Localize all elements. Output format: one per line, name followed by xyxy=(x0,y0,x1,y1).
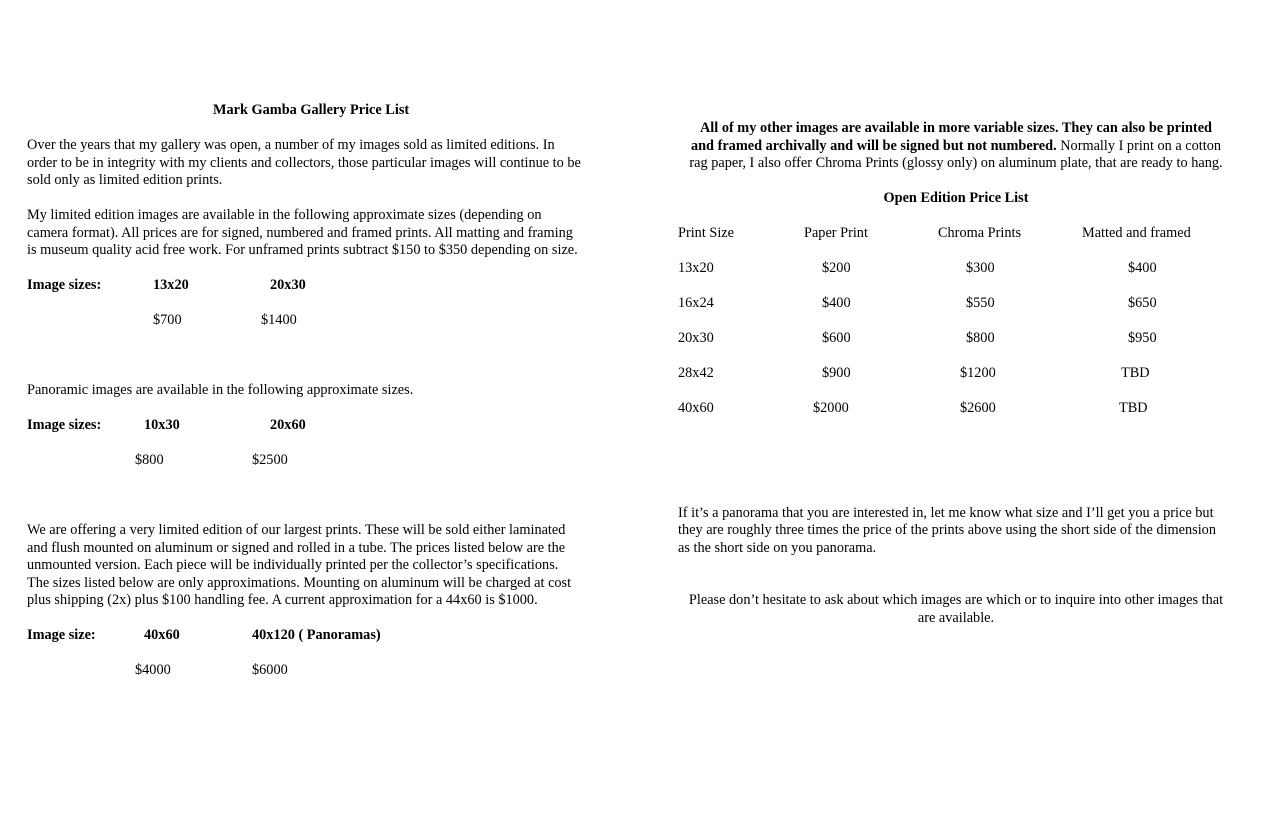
closing-line-2: are available. xyxy=(917,610,995,626)
open-edition-title: Open Edition Price List xyxy=(883,190,1029,206)
largest-line-5: plus shipping (2x) plus $100 handling fee. A current approximation for a 44x60 is $1000. xyxy=(27,592,538,608)
sizes3-label: Image size: xyxy=(27,627,96,643)
sizes1-label: Image sizes: xyxy=(27,277,102,293)
table-header-paper-print: Paper Print xyxy=(804,225,868,241)
largest-line-2: and flush mounted on aluminum or signed and rolled in a tube. The prices listed below are the xyxy=(27,540,566,556)
sizes1-price-a: $700 xyxy=(153,312,182,328)
table-cell-matted: $950 xyxy=(1128,330,1157,346)
sizes2-price-b: $2500 xyxy=(252,452,288,468)
table-cell-size: 40x60 xyxy=(678,400,714,416)
sizes2-size-b: 20x60 xyxy=(270,417,306,433)
table-cell-chroma: $2600 xyxy=(960,400,996,416)
table-header-print-size: Print Size xyxy=(678,225,734,241)
sizes1-price-b: $1400 xyxy=(261,312,297,328)
table-cell-matted: TBD xyxy=(1121,365,1150,381)
other-line-2 xyxy=(678,138,1234,156)
table-cell-size: 16x24 xyxy=(678,295,714,311)
table-cell-paper: $600 xyxy=(822,330,851,346)
table-cell-chroma: $550 xyxy=(966,295,995,311)
sizes1-size-a: 13x20 xyxy=(153,277,189,293)
intro-line-2: order to be in integrity with my clients and collectors, those particular images will continue to be xyxy=(27,155,581,171)
panorama-note-line-2: they are roughly three times the price of the prints above using the short side of the dimension xyxy=(678,522,1216,538)
sizes3-size-b: 40x120 ( Panoramas) xyxy=(252,627,381,643)
other-line-1: All of my other images are available in more variable sizes. They can also be printed xyxy=(699,120,1212,136)
panorama-note-line-1: If it’s a panorama that you are interested in, let me know what size and I’ll get you a price but xyxy=(678,505,1214,521)
limited-line-1: My limited edition images are available in the following approximate sizes (depending on xyxy=(27,207,542,223)
table-cell-paper: $200 xyxy=(822,260,851,276)
table-cell-chroma: $800 xyxy=(966,330,995,346)
largest-line-3: unmounted version. Each piece will be individually printed per the collector’s specifications. xyxy=(27,557,559,573)
closing-line-1: Please don’t hesitate to ask about which images are which or to inquire into other images that xyxy=(688,592,1224,608)
panoramic-intro: Panoramic images are available in the following approximate sizes. xyxy=(27,382,414,398)
sizes2-price-a: $800 xyxy=(135,452,164,468)
table-cell-chroma: $1200 xyxy=(960,365,996,381)
table-cell-size: 28x42 xyxy=(678,365,714,381)
table-cell-paper: $900 xyxy=(822,365,851,381)
table-cell-size: 20x30 xyxy=(678,330,714,346)
other-line-3: rag paper, I also offer Chroma Prints (glossy only) on aluminum plate, that are ready to hang. xyxy=(689,155,1223,171)
largest-line-1: We are offering a very limited edition of our largest prints. These will be sold either laminated xyxy=(27,522,566,538)
other-line-2-bold: and framed archivally and will be signed but not numbered. xyxy=(690,137,1057,154)
table-cell-matted: $650 xyxy=(1128,295,1157,311)
page-title: Mark Gamba Gallery Price List xyxy=(213,102,410,118)
intro-line-1: Over the years that my gallery was open, a number of my images sold as limited editions. In xyxy=(27,137,555,153)
sizes3-price-b: $6000 xyxy=(252,662,288,678)
sizes2-label: Image sizes: xyxy=(27,417,102,433)
other-line-2-rest: Normally I print on a cotton xyxy=(1056,137,1222,154)
table-cell-chroma: $300 xyxy=(966,260,995,276)
limited-line-3: is museum quality acid free work. For unframed prints subtract $150 to $350 depending on size. xyxy=(27,242,578,258)
largest-line-4: The sizes listed below are only approximations. Mounting on aluminum will be charged at cost xyxy=(27,575,572,591)
table-cell-paper: $400 xyxy=(822,295,851,311)
table-cell-size: 13x20 xyxy=(678,260,714,276)
table-header-matted-framed: Matted and framed xyxy=(1082,225,1191,241)
table-cell-paper: $2000 xyxy=(813,400,849,416)
table-cell-matted: TBD xyxy=(1119,400,1148,416)
sizes2-size-a: 10x30 xyxy=(144,417,180,433)
intro-line-3: sold only as limited edition prints. xyxy=(27,172,223,188)
sizes1-size-b: 20x30 xyxy=(270,277,306,293)
table-cell-matted: $400 xyxy=(1128,260,1157,276)
table-header-chroma-prints: Chroma Prints xyxy=(938,225,1022,241)
panorama-note-line-3: as the short side on you panorama. xyxy=(678,540,877,556)
sizes3-price-a: $4000 xyxy=(135,662,171,678)
sizes3-size-a: 40x60 xyxy=(144,627,180,643)
limited-line-2: camera format). All prices are for signed, numbered and framed prints. All matting and framing xyxy=(27,225,573,241)
other-images-paragraph xyxy=(678,120,1234,173)
